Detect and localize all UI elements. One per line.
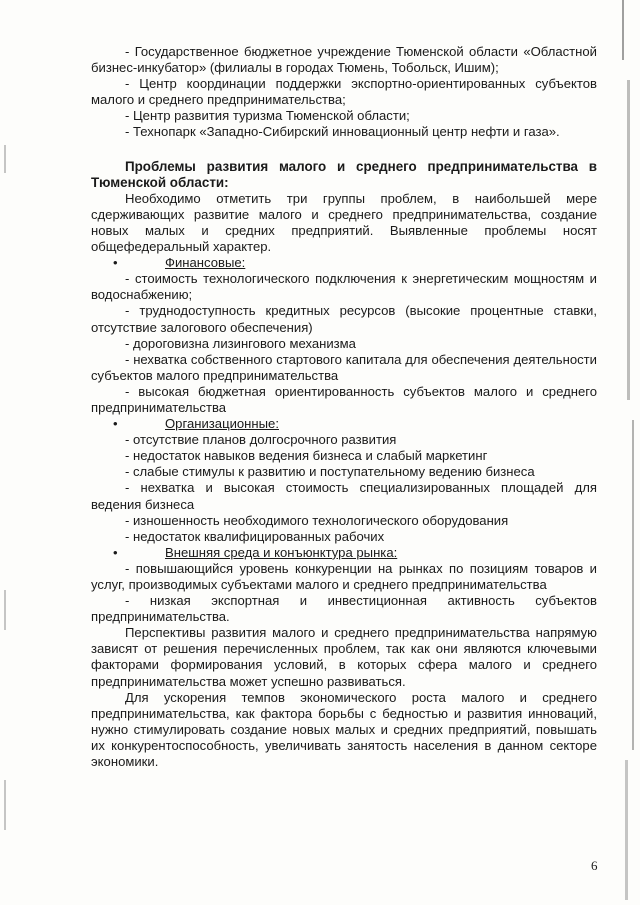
list-item: - высокая бюджетная ориентированность субъектов малого и среднего предпринимательства xyxy=(91,383,597,415)
list-item: - повышающийся уровень конкуренции на рынках по позициям товаров и услуг, производимых субъектами малого и среднего предпринимательства xyxy=(91,560,597,592)
list-item: - низкая экспортная и инвестиционная активность субъектов предпринимательства. xyxy=(91,593,597,625)
bullet: • xyxy=(113,416,118,432)
scan-artifact xyxy=(4,780,6,830)
bullet: • xyxy=(113,544,118,560)
group-title-market: • Внешняя среда и конъюнктура рынка: xyxy=(113,544,398,560)
list-item: - слабые стимулы к развитию и поступательному ведению бизнеса xyxy=(125,464,535,480)
list-intro-item-3: - Центр развития туризма Тюменской области; xyxy=(125,108,410,124)
list-intro-item-1: - Государственное бюджетное учреждение Тюменской области «Областной бизнес-инкубатор» (филиалы в городах Тюмень, Тобольск, Ишим); xyxy=(91,44,597,76)
list-item: - стоимость технологического подключения к энергетическим мощностям и водоснабжению; xyxy=(91,271,597,303)
group-title-financial: • Финансовые: xyxy=(113,255,246,271)
list-item: - изношенность необходимого технологического оборудования xyxy=(125,512,509,528)
section-heading: Проблемы развития малого и среднего предпринимательства в Тюменской области: xyxy=(91,158,597,190)
list-item: - отсутствие планов долгосрочного развития xyxy=(125,432,397,448)
list-item: - дороговизна лизингового механизма xyxy=(125,335,356,351)
list-item: - недостаток навыков ведения бизнеса и слабый маркетинг xyxy=(125,448,488,464)
scan-artifact xyxy=(632,420,634,750)
list-intro-item-4: - Технопарк «Западно-Сибирский инновационный центр нефти и газа». xyxy=(125,124,560,140)
scan-artifact xyxy=(625,760,628,900)
closing-paragraph-1: Перспективы развития малого и среднего предпринимательства напрямую зависят от решения перечисленных проблем, так как они являются ключевыми факторами формирования условий, в которых сфера малого и среднего предпринимательства может успешно развиваться. xyxy=(91,625,597,689)
scan-artifact xyxy=(627,80,630,400)
list-item: - нехватка и высокая стоимость специализированных площадей для ведения бизнеса xyxy=(91,480,597,512)
intro-paragraph: Необходимо отметить три группы проблем, в наибольшей мере сдерживающих развитие малого и среднего предпринимательства, создание новых малых и средних предприятий. Выявленные проблемы носят общефедеральный характер. xyxy=(91,190,597,255)
closing-paragraph-2: Для ускорения темпов экономического роста малого и среднего предпринимательства, как фактора борьбы с бедностью и развития инноваций, нужно стимулировать создание новых малых и средних предприятий, повышать их конкурентоспособность, увеличивать занятость населения в данном секторе экономики. xyxy=(91,689,597,770)
list-item: - нехватка собственного стартового капитала для обеспечения деятельности субъектов малого предпринимательства xyxy=(91,351,597,383)
group-title-organizational: • Организационные: xyxy=(113,416,279,432)
list-item: - недостаток квалифицированных рабочих xyxy=(125,528,385,544)
list-intro-item-2: - Центр координации поддержки экспортно-ориентированных субъектов малого и среднего предпринимательства; xyxy=(91,76,597,108)
list-item: - труднодоступность кредитных ресурсов (высокие процентные ставки, отсутствие залогового обеспечения) xyxy=(91,303,597,335)
document-page xyxy=(91,44,597,770)
bullet: • xyxy=(113,255,118,271)
scan-artifact xyxy=(4,590,6,630)
scan-artifact xyxy=(622,0,624,60)
page-number: 6 xyxy=(591,858,598,873)
scan-artifact xyxy=(4,145,6,173)
